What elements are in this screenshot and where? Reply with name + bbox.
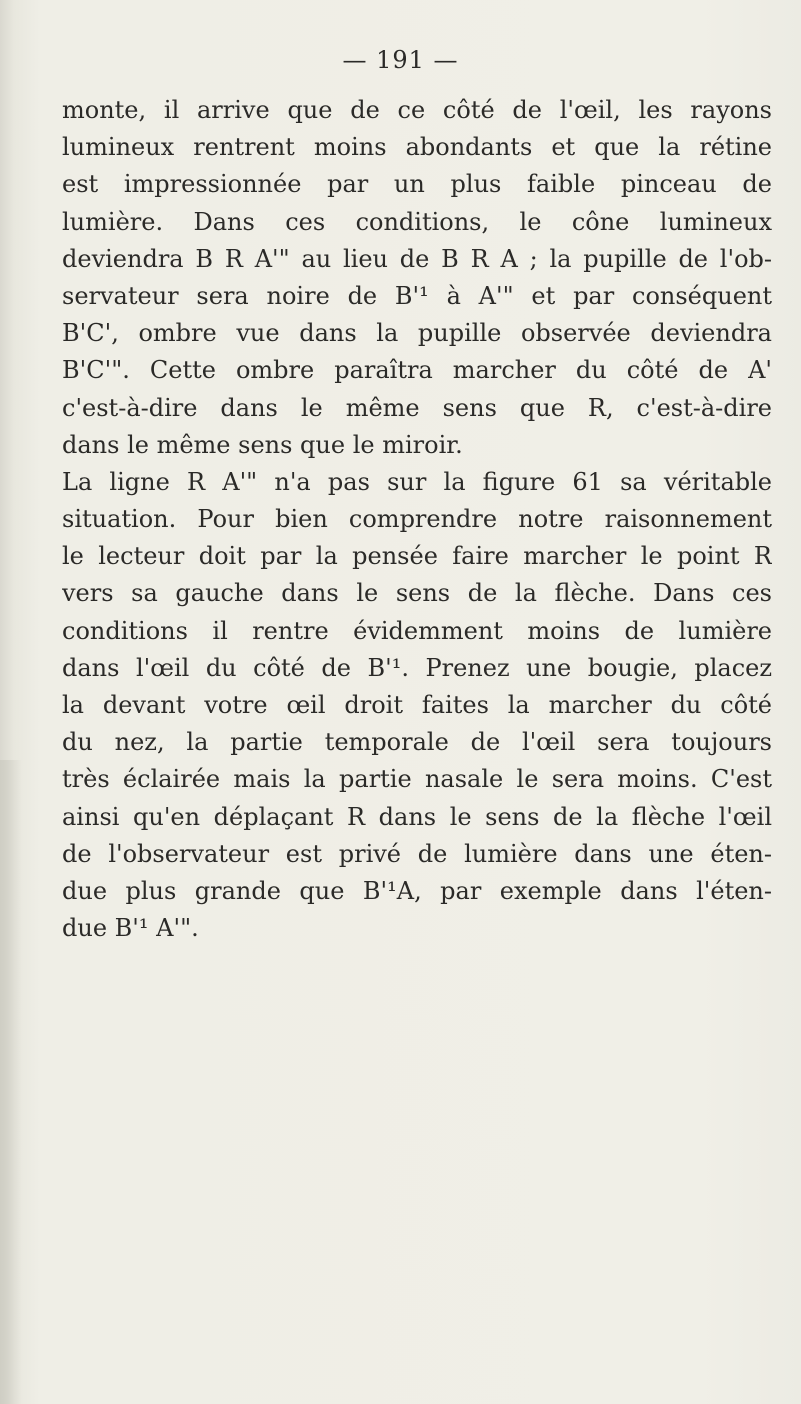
- text-line: le lecteur doit par la pensée faire marcher le point R: [62, 542, 772, 571]
- page-number: — 191 —: [342, 46, 459, 74]
- text-line: conditions il rentre évidemment moins de lumière: [62, 616, 772, 645]
- text-line: lumière. Dans ces conditions, le cône lumineux: [62, 207, 772, 236]
- page-edge-shadow: [0, 760, 22, 1404]
- text-line: vers sa gauche dans le sens de la flèche. Dans ces: [62, 579, 772, 608]
- text-line: due plus grande que B'¹A, par exemple dans l'éten-: [62, 876, 772, 905]
- text-line: monte, il arrive que de ce côté de l'œil, les rayons: [62, 96, 772, 124]
- text-line: la devant votre œil droit faites la marcher du côté: [62, 691, 772, 719]
- text-line: dans le même sens que le miroir.: [62, 430, 463, 459]
- text-line: du nez, la partie temporale de l'œil sera toujours: [62, 728, 772, 757]
- text-line: c'est-à-dire dans le même sens que R, c'est-à-dire: [62, 393, 772, 422]
- text-line: lumineux rentrent moins abondants et que la rétine: [62, 133, 772, 162]
- text-line: B'C', ombre vue dans la pupille observée deviendra: [62, 319, 772, 348]
- text-line: La ligne R A'" n'a pas sur la figure 61 sa véritable: [62, 467, 772, 496]
- text-line: deviendra B R A'" au lieu de B R A ; la pupille de l'ob-: [62, 244, 772, 273]
- text-line: B'C'". Cette ombre paraîtra marcher du côté de A': [62, 356, 772, 385]
- text-line: de l'observateur est privé de lumière dans une éten-: [62, 839, 772, 868]
- text-line: très éclairée mais la partie nasale le sera moins. C'est: [62, 765, 772, 794]
- text-line: dans l'œil du côté de B'¹. Prenez une bougie, placez: [62, 653, 772, 682]
- text-line: situation. Pour bien comprendre notre raisonnement: [62, 505, 772, 534]
- text-line: ainsi qu'en déplaçant R dans le sens de la flèche l'œil: [62, 802, 772, 831]
- text-line: due B'¹ A'".: [62, 914, 199, 943]
- text-line: servateur sera noire de B'¹ à A'" et par conséquent: [62, 281, 772, 310]
- text-line: est impressionnée par un plus faible pinceau de: [62, 170, 772, 199]
- body-text: [62, 92, 772, 947]
